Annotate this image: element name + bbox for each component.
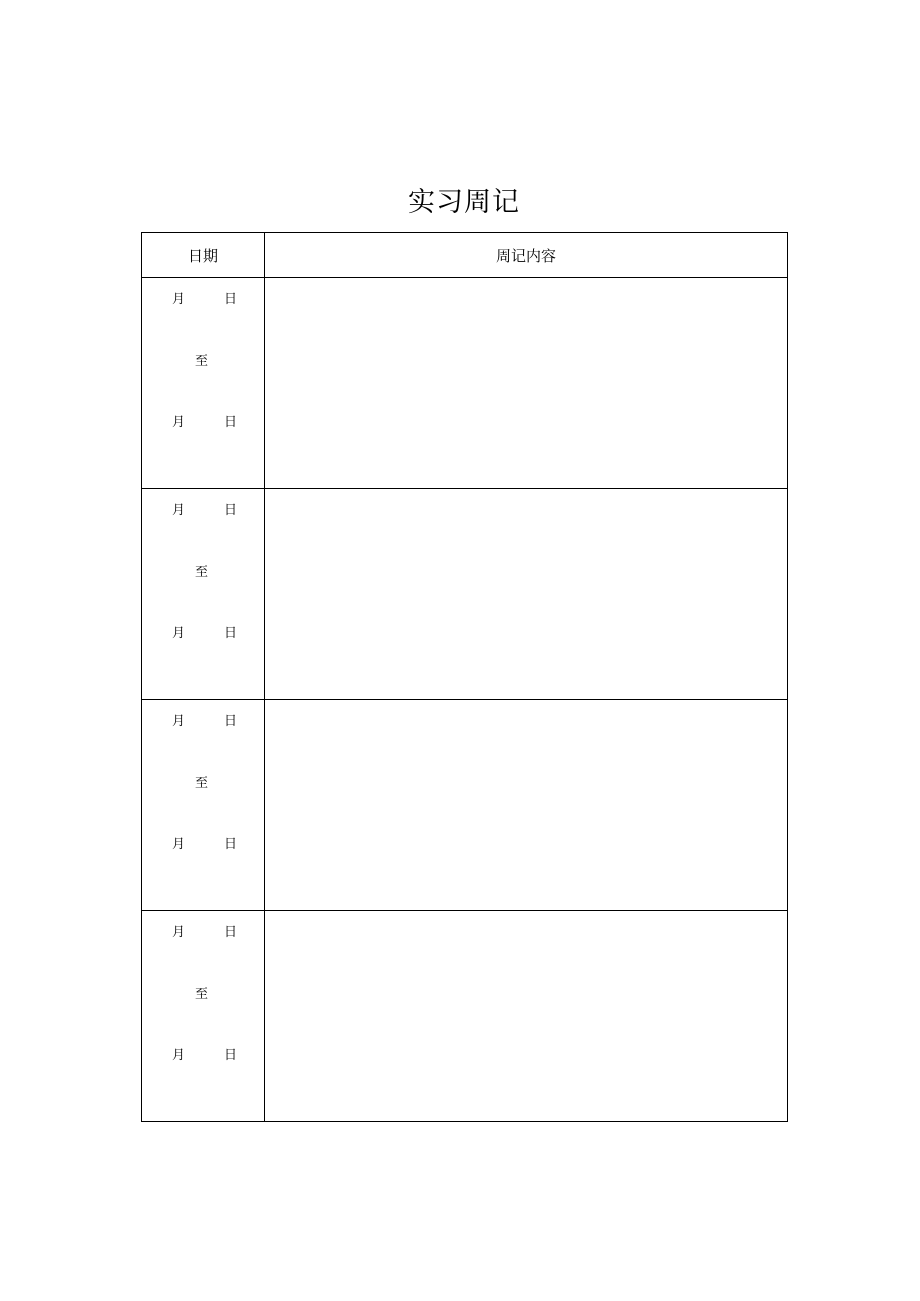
end-day-label: 日	[224, 837, 238, 852]
to-label: 至	[194, 565, 208, 580]
end-month-label: 月	[172, 415, 186, 430]
table-row	[142, 278, 788, 489]
end-date-line	[142, 414, 265, 432]
start-month-label: 月	[172, 714, 186, 729]
start-month-label: 月	[172, 292, 186, 307]
end-month-label: 月	[172, 837, 186, 852]
end-day-label: 日	[224, 1048, 238, 1063]
start-day-label: 日	[224, 925, 238, 940]
to-label: 至	[194, 354, 208, 369]
start-day-label: 日	[224, 292, 238, 307]
content-column-header: 周记内容	[265, 233, 788, 278]
start-day-label: 日	[224, 503, 238, 518]
to-label: 至	[194, 987, 208, 1002]
table-row	[142, 700, 788, 911]
start-date-line	[142, 291, 265, 309]
end-date-line	[142, 1047, 265, 1065]
journal-content-cell[interactable]	[265, 700, 788, 911]
journal-content-cell[interactable]	[265, 489, 788, 700]
end-day-label: 日	[224, 415, 238, 430]
end-date-line	[142, 836, 265, 854]
date-range-cell	[142, 278, 265, 489]
start-date-line	[142, 713, 265, 731]
date-column-header: 日期	[142, 233, 265, 278]
end-date-line	[142, 625, 265, 643]
table-header-row	[142, 233, 788, 278]
end-month-label: 月	[172, 1048, 186, 1063]
journal-content-cell[interactable]	[265, 911, 788, 1122]
page-title: 实习周记	[408, 187, 520, 218]
start-day-label: 日	[224, 714, 238, 729]
weekly-journal-table	[141, 232, 788, 1122]
table-row	[142, 911, 788, 1122]
date-range-cell	[142, 489, 265, 700]
end-day-label: 日	[224, 626, 238, 641]
journal-content-cell[interactable]	[265, 278, 788, 489]
table-row	[142, 489, 788, 700]
start-date-line	[142, 924, 265, 942]
start-date-line	[142, 502, 265, 520]
date-range-cell	[142, 911, 265, 1122]
start-month-label: 月	[172, 925, 186, 940]
end-month-label: 月	[172, 626, 186, 641]
date-range-cell	[142, 700, 265, 911]
start-month-label: 月	[172, 503, 186, 518]
to-label: 至	[194, 776, 208, 791]
